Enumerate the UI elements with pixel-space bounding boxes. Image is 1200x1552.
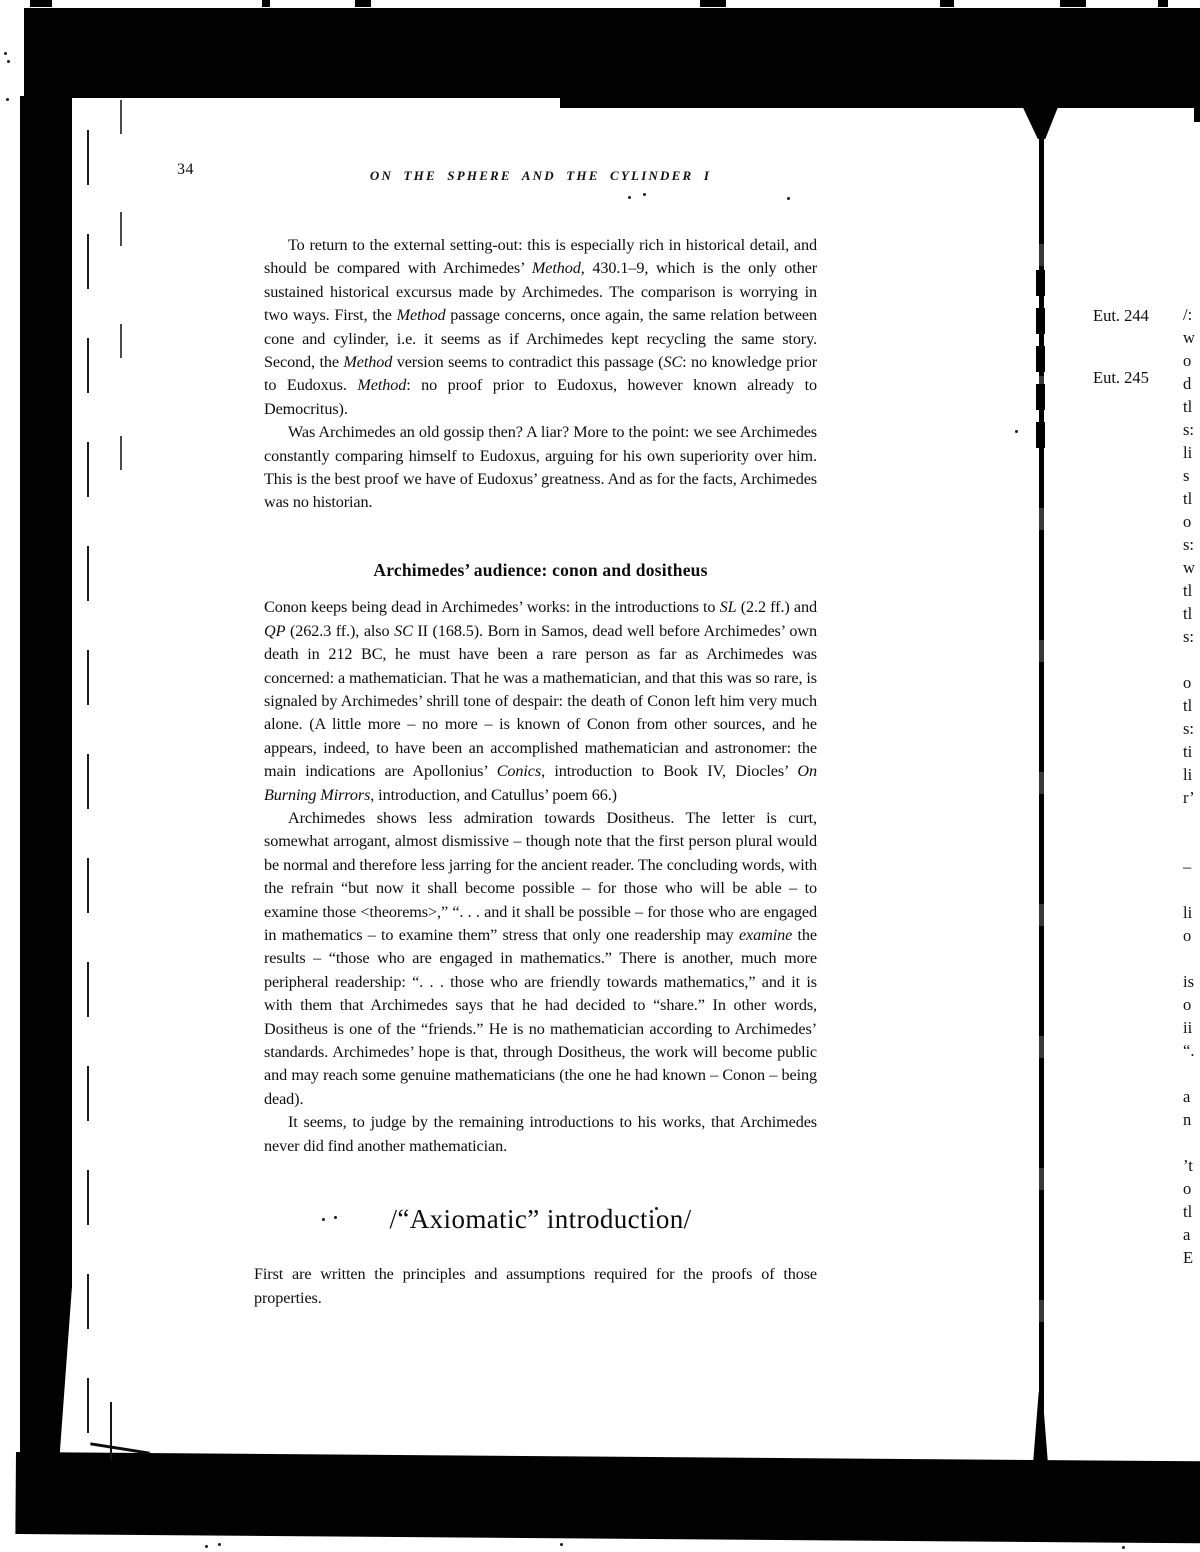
facing-page-text-fragment: tl <box>1183 696 1193 715</box>
scan-mark <box>1194 108 1200 122</box>
body-paragraph-5: It seems, to judge by the remaining introductions to his works, that Archimedes never did find another mathematician. <box>264 1113 817 1155</box>
facing-page-text-fragment: – <box>1183 857 1192 876</box>
page-edge-line-bottom <box>110 1402 112 1460</box>
text-column <box>254 234 818 1310</box>
scan-border-bottom <box>15 1452 1200 1543</box>
facing-page-text-fragment: li <box>1183 765 1193 784</box>
facing-page-text-fragment: n <box>1183 1110 1192 1129</box>
facing-page-text-fragment: tl <box>1183 489 1193 508</box>
scan-mark <box>262 0 270 7</box>
facing-page-text-fragment: ’t <box>1183 1156 1193 1175</box>
book-spine-shadow-dark <box>1036 270 1045 460</box>
scan-border-top-right <box>560 97 1200 108</box>
scan-speck <box>643 193 646 196</box>
facing-page-text-fragment: d <box>1183 374 1192 393</box>
facing-page-text-fragment <box>1183 878 1200 901</box>
scan-speck <box>4 52 7 55</box>
scan-speck <box>1015 430 1018 433</box>
facing-page-text-fragment: a <box>1183 1225 1191 1244</box>
facing-page-text-fragment <box>1183 947 1200 970</box>
scan-mark <box>30 0 52 7</box>
facing-page-text-fragment: li <box>1183 443 1193 462</box>
scan-mark <box>1060 0 1086 7</box>
facing-page-text-fragment: w <box>1183 558 1195 577</box>
facing-page-text-fragment: tl <box>1183 1202 1193 1221</box>
facing-page-text-fragment: o <box>1183 351 1192 370</box>
facing-page-text-fragment: “. <box>1183 1041 1195 1060</box>
body-paragraph-3: Conon keeps being dead in Archimedes’ works: in the introductions to SL (2.2 ff.) and QP (262.3 ff.), also SC II (168.5). Born in Samos, dead well before Archimedes’ own death in 212 BC, he must have been a rare person as far as Archimedes was concerned: a mathematician. That he was a mathematician, and that this was so rare, is signaled by Archimedes’ shrill tone of despair: the death of Conon left him very much alone. (A little more – no more – is known of Conon from other sources, and he appears, indeed, to have been an accomplished mathematician and astronomer: the main indications are Apollonius’ Conics, introduction to Book IV, Diocles’ On Burning Mirrors, introduction, and Catullus’ poem 66.) <box>264 598 818 804</box>
facing-page-text-fragment: tl <box>1183 397 1193 416</box>
facing-page-text-fragment: li <box>1183 903 1193 922</box>
facing-page-text-fragment: tl <box>1183 604 1193 623</box>
facing-page-text-fragment: s: <box>1183 719 1195 738</box>
body-paragraph-1: To return to the external setting-out: this is especially rich in historical detail, and should be compared with Archimedes’ Method, 430.1–9, which is the only other sustained historical excursus made by Archimedes. The comparison is worrying in two ways. First, the Method passage concerns, once again, the same relation between cone and cylinder, i.e. it seems as if Archimedes kept recycling the same story. Second, the Method version seems to contradict this passage (SC: no knowledge prior to Eudoxus. Method: no proof prior to Eudoxus, however known already to Democritus). <box>264 236 818 418</box>
body-paragraph-6: First are written the principles and assumptions required for the proofs of those properties. <box>254 1265 817 1307</box>
facing-page-text-fragment: o <box>1183 1179 1192 1198</box>
facing-page-text-fragment: s: <box>1183 420 1195 439</box>
facing-page-edge-column <box>1183 303 1200 1269</box>
spine-shadow-top-wedge <box>1018 97 1062 139</box>
scan-mark <box>1158 0 1168 7</box>
facing-page-text-fragment: ti <box>1183 742 1193 761</box>
scan-mark <box>355 0 371 7</box>
page-edge-line-outer <box>120 100 122 520</box>
facing-page-text-fragment: s <box>1183 466 1190 485</box>
scan-speck <box>1122 1546 1125 1549</box>
facing-page-text-fragment: s: <box>1183 627 1195 646</box>
facing-page-text-fragment: tl <box>1183 581 1193 600</box>
scan-speck <box>7 60 10 63</box>
margin-note-eut-245: Eut. 245 <box>1093 368 1149 387</box>
facing-page-text-fragment: o <box>1183 512 1192 531</box>
scan-speck <box>6 98 9 101</box>
facing-page-text-fragment: r’ <box>1183 788 1195 807</box>
facing-page-text-fragment <box>1183 1131 1200 1154</box>
facing-page-text-fragment <box>1183 809 1200 832</box>
section-heading: Archimedes’ audience: conon and dositheus <box>373 559 708 580</box>
facing-page-text-fragment: s: <box>1183 535 1195 554</box>
scan-speck <box>560 1543 563 1546</box>
scan-mark <box>700 0 726 7</box>
facing-page-text-fragment: w <box>1183 328 1195 347</box>
scan-speck <box>205 1545 208 1548</box>
facing-page-text-fragment: o <box>1183 926 1192 945</box>
body-paragraph-4: Archimedes shows less admiration towards Dositheus. The letter is curt, somewhat arrogant, almost dismissive – though note that the first person plural would be normal and therefore less jarring for the ancient reader. The concluding words, with the refrain “but now it shall become possible – for those who will be able – to examine those <theorems>,” “. . . and it shall be possible – for those who are engaged in mathematics – to examine them” stress that only one readership may examine the results – “those who are engaged in mathematics.” There is another, much more peripheral readership: “. . . those who are friendly towards mathematics,” and it is with them that Archimedes says that he had decided to “share.” In other words, Dositheus is one of the “friends.” He is no mathematician according to Archimedes’ standards. Archimedes’ hope is that, through Dositheus, the work will become public and may reach some genuine mathematicians (the one he had known – Conon – being dead). <box>264 808 817 1108</box>
body-paragraph-2: Was Archimedes an old gossip then? A liar? More to the point: we see Archimedes constantly comparing himself to Eudoxus, arguing for his own superiority over him. This is the best proof we have of Eudoxus’ greatness. And as for the facts, Archimedes was no historian. <box>264 423 817 512</box>
facing-page-text-fragment: /: <box>1183 305 1193 324</box>
scan-speck <box>628 196 631 199</box>
facing-page-text-fragment: o <box>1183 673 1192 692</box>
facing-page-text-fragment: o <box>1183 995 1192 1014</box>
scan-border-left <box>20 96 72 1464</box>
scan-mark <box>940 0 954 7</box>
scan-speck <box>787 197 790 200</box>
facing-page-text-fragment: a <box>1183 1087 1191 1106</box>
facing-page-text-fragment: ii <box>1183 1018 1193 1037</box>
running-head: ON THE SPHERE AND THE CYLINDER I <box>369 168 712 183</box>
book-spine-shadow-foot <box>1033 1392 1048 1464</box>
scan-border-top <box>24 8 1200 98</box>
facing-page-text-fragment <box>1183 832 1200 855</box>
axiomatic-heading: /“Axiomatic” introduction/ <box>389 1204 692 1235</box>
facing-page-text-fragment: is <box>1183 972 1195 991</box>
facing-page-text-fragment <box>1183 648 1200 671</box>
scan-speck <box>218 1543 221 1546</box>
facing-page-text-fragment: E <box>1183 1248 1194 1267</box>
facing-page-text-fragment <box>1183 1062 1200 1085</box>
page-edge-line-inner <box>87 130 89 1452</box>
page-number: 34 <box>177 161 194 178</box>
margin-note-eut-244: Eut. 244 <box>1093 306 1149 325</box>
